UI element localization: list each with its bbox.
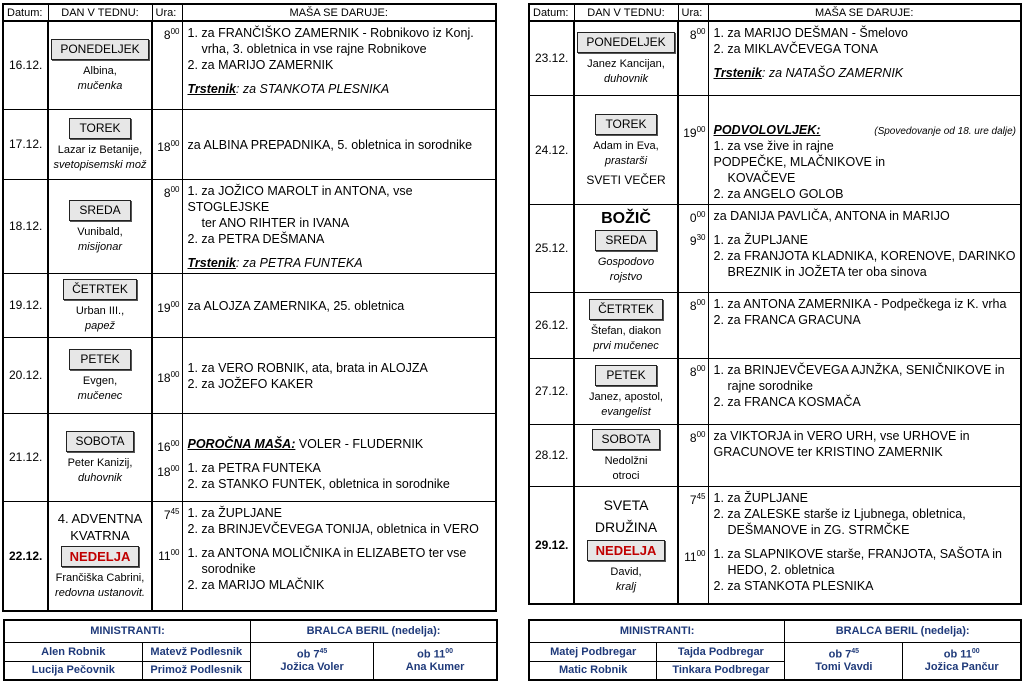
reader-time-minute: 00: [971, 648, 980, 656]
mass-cell: [182, 337, 496, 413]
saint-role: misijonar: [77, 240, 122, 253]
date-cell: 19.12.: [3, 273, 48, 337]
reader-name: Ana Kumer: [405, 661, 465, 674]
minister-name: Tinkara Podbregar: [657, 661, 785, 680]
feast-title: 4. ADVENTNA KVATRNA: [57, 511, 143, 544]
minister-name: Matevž Podlesnik: [142, 642, 250, 661]
time-minute: 00: [170, 547, 180, 557]
mass-cell: [708, 424, 1021, 486]
day-badge: PETEK: [69, 349, 131, 370]
day-cell: [574, 424, 678, 486]
mass-line: za ALBINA PREPADNIKA, 5. obletnica in sorodnike: [187, 137, 473, 152]
day-cell: [48, 21, 152, 109]
reader-time: ob 11: [943, 649, 972, 662]
header-mass: MAŠA SE DARUJE:: [708, 4, 1021, 21]
mass-cell: [708, 95, 1021, 204]
table-row: [529, 358, 1021, 424]
table-row: [3, 109, 496, 179]
day-cell: [574, 486, 678, 604]
day-cell: [574, 21, 678, 95]
mass-line: rajne sorodnike: [727, 378, 813, 393]
date-cell: 24.12.: [529, 95, 574, 204]
time-cell: [678, 486, 708, 604]
mass-cell: [182, 179, 496, 273]
reader-time: ob 11: [417, 649, 446, 662]
day-cell: [574, 292, 678, 358]
saint-role: papež: [85, 319, 115, 332]
table-row: [529, 95, 1021, 204]
table-row: [529, 204, 1021, 292]
mass-line: 1. za FRANČIŠKO ZAMERNIK - Robnikovo iz Konj.: [187, 26, 474, 40]
saint-name: Urban III.,: [75, 304, 125, 317]
minister-name: Lucija Pečovnik: [4, 661, 142, 680]
note-place: Trstenik: [187, 255, 236, 270]
day-cell: [48, 273, 152, 337]
time-cell: [152, 337, 182, 413]
mass-cell: [182, 273, 496, 337]
saint-role: svetopisemski mož: [53, 158, 147, 171]
mass-cell: [182, 21, 496, 109]
day-badge: ČETRTEK: [589, 299, 663, 320]
time-hour: 19: [683, 125, 697, 140]
day-cell: [48, 413, 152, 501]
saint-name: David,: [610, 566, 642, 579]
saint-name: Gospodovo: [597, 256, 655, 268]
mass-line: 1. za SLAPNIKOVE starše, FRANJOTA, SAŠOTA in: [713, 546, 1003, 561]
time-hour: 8: [689, 28, 697, 42]
header-day: DAN V TEDNU:: [48, 4, 152, 21]
mass-line: GRACUNOVE ter KRISTINO ZAMERNIK: [713, 444, 943, 459]
saint-name: Adam in Eva,: [593, 139, 659, 152]
saint-name: Vunibald,: [77, 225, 123, 238]
table-row: [3, 337, 496, 413]
header-day: DAN V TEDNU:: [574, 4, 678, 21]
mass-line: 2. za FRANCA GRACUNA: [713, 312, 861, 327]
feast-title: SVETA DRUŽINA: [594, 497, 658, 536]
saint-role: prvi mučenec: [593, 339, 659, 352]
date-cell: 23.12.: [529, 21, 574, 95]
mass-cell: [182, 501, 496, 611]
mass-line: za VIKTORJA in VERO URH, vse URHOVE in: [713, 428, 970, 443]
mass-line: 1. za ANTONA MOLIČNIKA in ELIZABETO ter vse: [187, 545, 467, 560]
reader-slot: [250, 642, 373, 680]
time-hour: 8: [163, 185, 171, 200]
mass-line: 2. za MARIJO ZAMERNIK: [187, 58, 334, 72]
time-minute: 45: [696, 491, 706, 501]
day-cell: [48, 179, 152, 273]
date-cell: 17.12.: [3, 109, 48, 179]
time-hour: 11: [158, 548, 171, 563]
time-hour: 8: [689, 430, 697, 445]
time-hour: 8: [689, 364, 697, 379]
saint-role: duhovnik: [603, 72, 649, 85]
reader-slot: [903, 642, 1021, 680]
saint-name: Janez, apostol,: [589, 390, 663, 403]
reader-slot: [374, 642, 497, 680]
mass-heading-rest: VOLER - FLUDERNIK: [295, 436, 424, 451]
saint-name: Albina,: [83, 64, 117, 77]
mass-cell: [182, 109, 496, 179]
time-cell: [152, 179, 182, 273]
mass-line: 1. za ŽUPLJANE: [187, 505, 282, 520]
mass-line: 2. za BRINJEVČEVEGA TONIJA, obletnica in VERO: [187, 521, 479, 536]
time-minute: 00: [170, 299, 180, 309]
table-row: [3, 179, 496, 273]
mass-line: 2. za MARIJO MLAČNIK: [187, 577, 325, 592]
mass-line: za ALOJZA ZAMERNIKA, 25. obletnica: [187, 298, 405, 313]
header-date: Datum:: [529, 4, 574, 21]
reader-slot: [785, 642, 903, 680]
time-cell: [678, 292, 708, 358]
saint-role: kralj: [615, 581, 637, 594]
day-badge: TOREK: [69, 118, 131, 139]
time-minute: 30: [696, 232, 706, 242]
time-hour: 18: [157, 139, 171, 154]
table-row: [3, 21, 496, 109]
time-cell: [152, 21, 182, 109]
time-minute: 45: [170, 506, 180, 516]
time-minute: 00: [170, 438, 180, 448]
time-minute: 00: [170, 463, 180, 473]
reader-time-minute: 00: [445, 648, 454, 656]
time-minute: 00: [170, 138, 180, 148]
schedule-week-1: [2, 3, 497, 612]
time-hour: 19: [157, 300, 171, 315]
day-cell: [48, 501, 152, 611]
saint-role: prastarši: [604, 154, 648, 167]
day-cell: [574, 358, 678, 424]
feast-title: BOŽIČ: [601, 210, 651, 227]
date-cell: 18.12.: [3, 179, 48, 273]
mass-line: sorodnike: [201, 561, 256, 576]
day-badge: PONEDELJEK: [577, 32, 674, 53]
time-hour: 8: [689, 298, 697, 313]
bralca-label: BRALCA BERIL (nedelja):: [785, 620, 1021, 642]
time-cell: [152, 413, 182, 501]
time-hour: 16: [157, 439, 171, 454]
mass-heading: POROČNA MAŠA:: [187, 436, 296, 451]
day-badge: SOBOTA: [66, 431, 133, 452]
reader-time: ob 7: [296, 649, 320, 662]
time-hour: 8: [163, 28, 171, 42]
date-cell: 26.12.: [529, 292, 574, 358]
mass-line: 1. za BRINJEVČEVEGA AJNŽKA, SENIČNIKOVE in: [713, 362, 1005, 377]
time-cell: [678, 204, 708, 292]
time-minute: 00: [696, 363, 706, 373]
reader-time-minute: 45: [319, 648, 328, 656]
table-row: [3, 273, 496, 337]
time-minute: 00: [696, 548, 706, 558]
day-cell: [574, 204, 678, 292]
minister-name: Alen Robnik: [4, 642, 142, 661]
mass-line: 2. za MIKLAVČEVEGA TONA: [713, 42, 879, 56]
mass-line: 1. za MARIJO DEŠMAN - Šmelovo: [713, 26, 908, 40]
time-minute: 00: [696, 209, 706, 219]
time-hour: 7: [689, 492, 697, 507]
saint-name: Štefan, diakon: [590, 324, 662, 337]
mass-line: 2. za PETRA DEŠMANA: [187, 231, 325, 246]
mass-line: 1. za ANTONA ZAMERNIKA - Podpečkega iz K. vrha: [713, 296, 1007, 311]
time-cell: [678, 95, 708, 204]
time-minute: 00: [696, 124, 706, 134]
reader-name: Jožica Voler: [280, 661, 344, 674]
saint-role: redovna ustanovit.: [55, 587, 145, 600]
mass-heading: PODVOLOVLJEK:: [713, 122, 821, 137]
mass-line: 1. za vse žive in rajne PODPEČKE, MLAČNIKOVE in: [713, 138, 886, 169]
date-cell: 16.12.: [3, 21, 48, 109]
minister-name: Tajda Podbregar: [657, 642, 785, 661]
header-date: Datum:: [3, 4, 48, 21]
saint-name: Peter Kanizij,: [67, 456, 133, 469]
time-cell: [678, 358, 708, 424]
mass-line: za DANIJA PAVLIČA, ANTONA in MARIJO: [713, 208, 950, 223]
day-cell: [48, 109, 152, 179]
feast-subtitle: SVETI VEČER: [586, 172, 666, 187]
mass-line: 1. za PETRA FUNTEKA: [187, 460, 321, 475]
date-cell: 27.12.: [529, 358, 574, 424]
heading-note: (Spovedovanje od 18. ure dalje): [874, 125, 1016, 137]
mass-line: 1. za JOŽICO MAROLT in ANTONA, vse STOGLEJSKE: [187, 183, 413, 214]
time-cell: [678, 21, 708, 95]
saint-role: evangelist: [601, 405, 651, 418]
time-cell: [678, 424, 708, 486]
day-badge: TOREK: [595, 114, 657, 135]
saint-role: mučenec: [77, 389, 123, 402]
note-place: Trstenik: [713, 66, 762, 80]
time-hour: 18: [157, 464, 171, 479]
saint-name: Janez Kancijan,: [587, 57, 665, 70]
mass-line: KOVAČEVE: [727, 170, 796, 185]
time-minute: 00: [170, 369, 180, 379]
date-cell: 25.12.: [529, 204, 574, 292]
table-row: [3, 413, 496, 501]
mass-line: 1. za ŽUPLJANE: [713, 490, 808, 505]
ministranti-label: MINISTRANTI:: [529, 620, 785, 642]
mass-line: 2. za STANKO FUNTEK, obletnica in sorodnike: [187, 476, 450, 491]
saint-role: duhovnik: [77, 471, 123, 484]
time-minute: 00: [170, 184, 180, 194]
mass-line: 2. za STANKOTA PLESNIKA: [713, 578, 874, 593]
time-hour: 18: [157, 370, 171, 385]
mass-line: ter ANO RIHTER in IVANA: [201, 215, 350, 230]
time-hour: 11: [684, 549, 697, 564]
mass-cell: [182, 413, 496, 501]
time-hour: 9: [689, 233, 697, 248]
saint-role: otroci: [612, 469, 640, 482]
time-minute: 00: [696, 429, 706, 439]
mass-line: 1. za VERO ROBNIK, ata, brata in ALOJZA: [187, 360, 428, 375]
mass-line: vrha, 3. obletnica in vse rajne Robnikove: [201, 42, 427, 56]
header-time: Ura:: [152, 4, 182, 21]
time-minute: 00: [696, 27, 706, 36]
mass-line: 2. za FRANCA KOSMAČA: [713, 394, 861, 409]
header-mass: MAŠA SE DARUJE:: [182, 4, 496, 21]
time-hour: 0: [689, 210, 697, 225]
minister-name: Matej Podbregar: [529, 642, 657, 661]
mass-cell: [708, 486, 1021, 604]
day-badge-sunday: NEDELJA: [587, 540, 666, 561]
reader-time-minute: 45: [851, 648, 860, 656]
mass-cell: [708, 358, 1021, 424]
ministranti-label: MINISTRANTI:: [4, 620, 250, 642]
mass-line: DEŠMANOVE in ZG. STRMČKE: [727, 522, 910, 537]
saint-role: mučenka: [77, 79, 123, 92]
date-cell: 21.12.: [3, 413, 48, 501]
ministers-readers-table-week-1: [3, 619, 498, 681]
minister-name: Matic Robnik: [529, 661, 657, 680]
header-time: Ura:: [678, 4, 708, 21]
note-place: Trstenik: [187, 82, 236, 96]
time-cell: [152, 109, 182, 179]
mass-line: HEDO, 2. obletnica: [727, 562, 835, 577]
schedule-week-2: [528, 3, 1022, 605]
date-cell: 28.12.: [529, 424, 574, 486]
reader-name: Tomi Vavdi: [815, 661, 873, 674]
bralca-label: BRALCA BERIL (nedelja):: [250, 620, 497, 642]
date-cell: 20.12.: [3, 337, 48, 413]
mass-line: 2. za ANGELO GOLOB: [713, 186, 844, 201]
mass-line: 2. za FRANJOTA KLADNIKA, KORENOVE, DARINKO: [713, 248, 1016, 263]
mass-line: BREZNIK in JOŽETA ter oba sinova: [727, 264, 927, 279]
time-minute: 00: [696, 297, 706, 307]
time-cell: [152, 273, 182, 337]
note-text: : za PETRA FUNTEKA: [235, 255, 363, 270]
day-cell: [48, 337, 152, 413]
ministers-readers-table-week-2: [528, 619, 1022, 681]
time-cell: [152, 501, 182, 611]
day-badge: PONEDELJEK: [51, 39, 148, 60]
saint-name: Evgen,: [82, 374, 118, 387]
reader-time: ob 7: [828, 649, 852, 662]
mass-cell: [708, 21, 1021, 95]
day-cell: [574, 95, 678, 204]
saint-name: Nedolžni: [604, 454, 648, 467]
day-badge: PETEK: [595, 365, 657, 386]
table-row: [529, 486, 1021, 604]
time-minute: 00: [170, 27, 180, 36]
mass-line: 1. za ŽUPLJANE: [713, 232, 808, 247]
day-badge: SOBOTA: [592, 429, 659, 450]
mass-cell: [708, 292, 1021, 358]
saint-name: Frančiška Cabrini,: [55, 572, 145, 585]
reader-name: Jožica Pančur: [924, 661, 999, 674]
day-badge: SREDA: [69, 200, 131, 221]
mass-line: 2. za JOŽEFO KAKER: [187, 376, 314, 391]
saint-role: rojstvo: [609, 271, 643, 283]
minister-name: Primož Podlesnik: [142, 661, 250, 680]
date-cell: 22.12.: [3, 501, 48, 611]
mass-line: 2. za ZALESKE starše iz Ljubnega, obletnica,: [713, 506, 966, 521]
table-row: [529, 21, 1021, 95]
date-cell: 29.12.: [529, 486, 574, 604]
note-text: : za STANKOTA PLESNIKA: [235, 82, 390, 96]
time-hour: 7: [163, 507, 171, 522]
table-row: [529, 424, 1021, 486]
table-row: [529, 292, 1021, 358]
table-row: [3, 501, 496, 611]
day-badge: ČETRTEK: [63, 279, 137, 300]
mass-cell: [708, 204, 1021, 292]
saint-name: Lazar iz Betanije,: [57, 143, 143, 156]
day-badge: SREDA: [595, 230, 657, 251]
note-text: : za NATAŠO ZAMERNIK: [761, 66, 904, 80]
day-badge-sunday: NEDELJA: [61, 546, 140, 567]
